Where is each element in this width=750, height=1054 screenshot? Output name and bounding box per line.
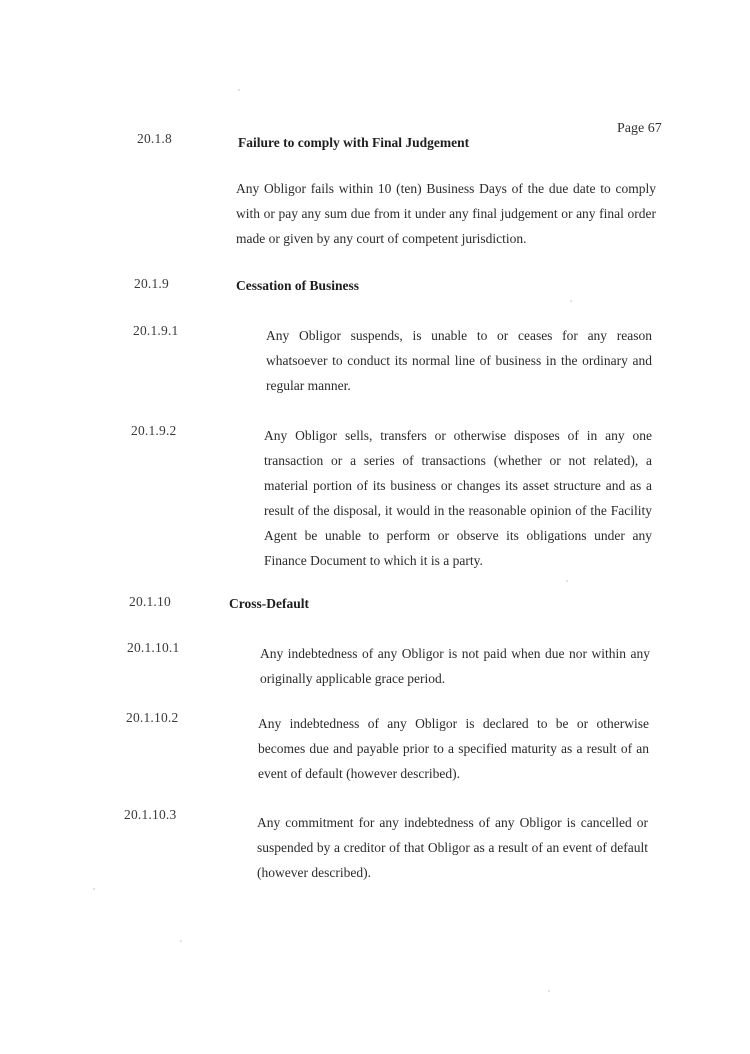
scan-speck: [570, 300, 572, 302]
clause-number: 20.1.10.3: [124, 807, 177, 822]
clause-number: 20.1.8: [137, 131, 172, 146]
page-number: Page 67: [617, 121, 662, 136]
clause-heading: Cessation of Business: [236, 278, 360, 293]
clause-text: Any Obligor fails within 10 (ten) Business Days of the due date to comply with or pay any sum due from it under any final judgement or any final order made or given by any court of competent jurisdiction.: [236, 181, 656, 246]
scan-speck: [238, 89, 240, 91]
clause-text: Any Obligor suspends, is unable to or ceases for any reason whatsoever to conduct its normal line of business in the ordinary and regular manner.: [266, 328, 652, 393]
clause-number: 20.1.10.2: [126, 710, 179, 725]
clause-text: Any indebtedness of any Obligor is not paid when due nor within any originally applicable grace period.: [260, 646, 650, 686]
clause-number: 20.1.10.1: [127, 640, 180, 655]
clause-number: 20.1.9: [134, 276, 169, 291]
clause-heading: Failure to comply with Final Judgement: [238, 135, 470, 150]
scan-speck: [548, 990, 550, 992]
clause-text: Any commitment for any indebtedness of any Obligor is cancelled or suspended by a creditor of that Obligor as a result of an event of default (however described).: [257, 815, 648, 880]
scan-speck: [93, 888, 95, 890]
clause-number: 20.1.9.1: [133, 323, 179, 338]
clause-number: 20.1.10: [129, 594, 171, 609]
clause-heading: Cross-Default: [229, 596, 309, 611]
clause-number: 20.1.9.2: [131, 423, 177, 438]
clause-text: Any Obligor sells, transfers or otherwise disposes of in any one transaction or a series of transactions (whether or not related), a material portion of its business or changes its asset structure and as a result of the disposal, it would in the reasonable opinion of the Facility Agent be unable to perform or observe its obligations under any Finance Document to which it is a party.: [264, 428, 652, 568]
scan-speck: [180, 940, 182, 942]
scan-speck: [566, 580, 568, 582]
clause-text: Any indebtedness of any Obligor is declared to be or otherwise becomes due and payable prior to a specified maturity as a result of an event of default (however described).: [258, 716, 649, 781]
